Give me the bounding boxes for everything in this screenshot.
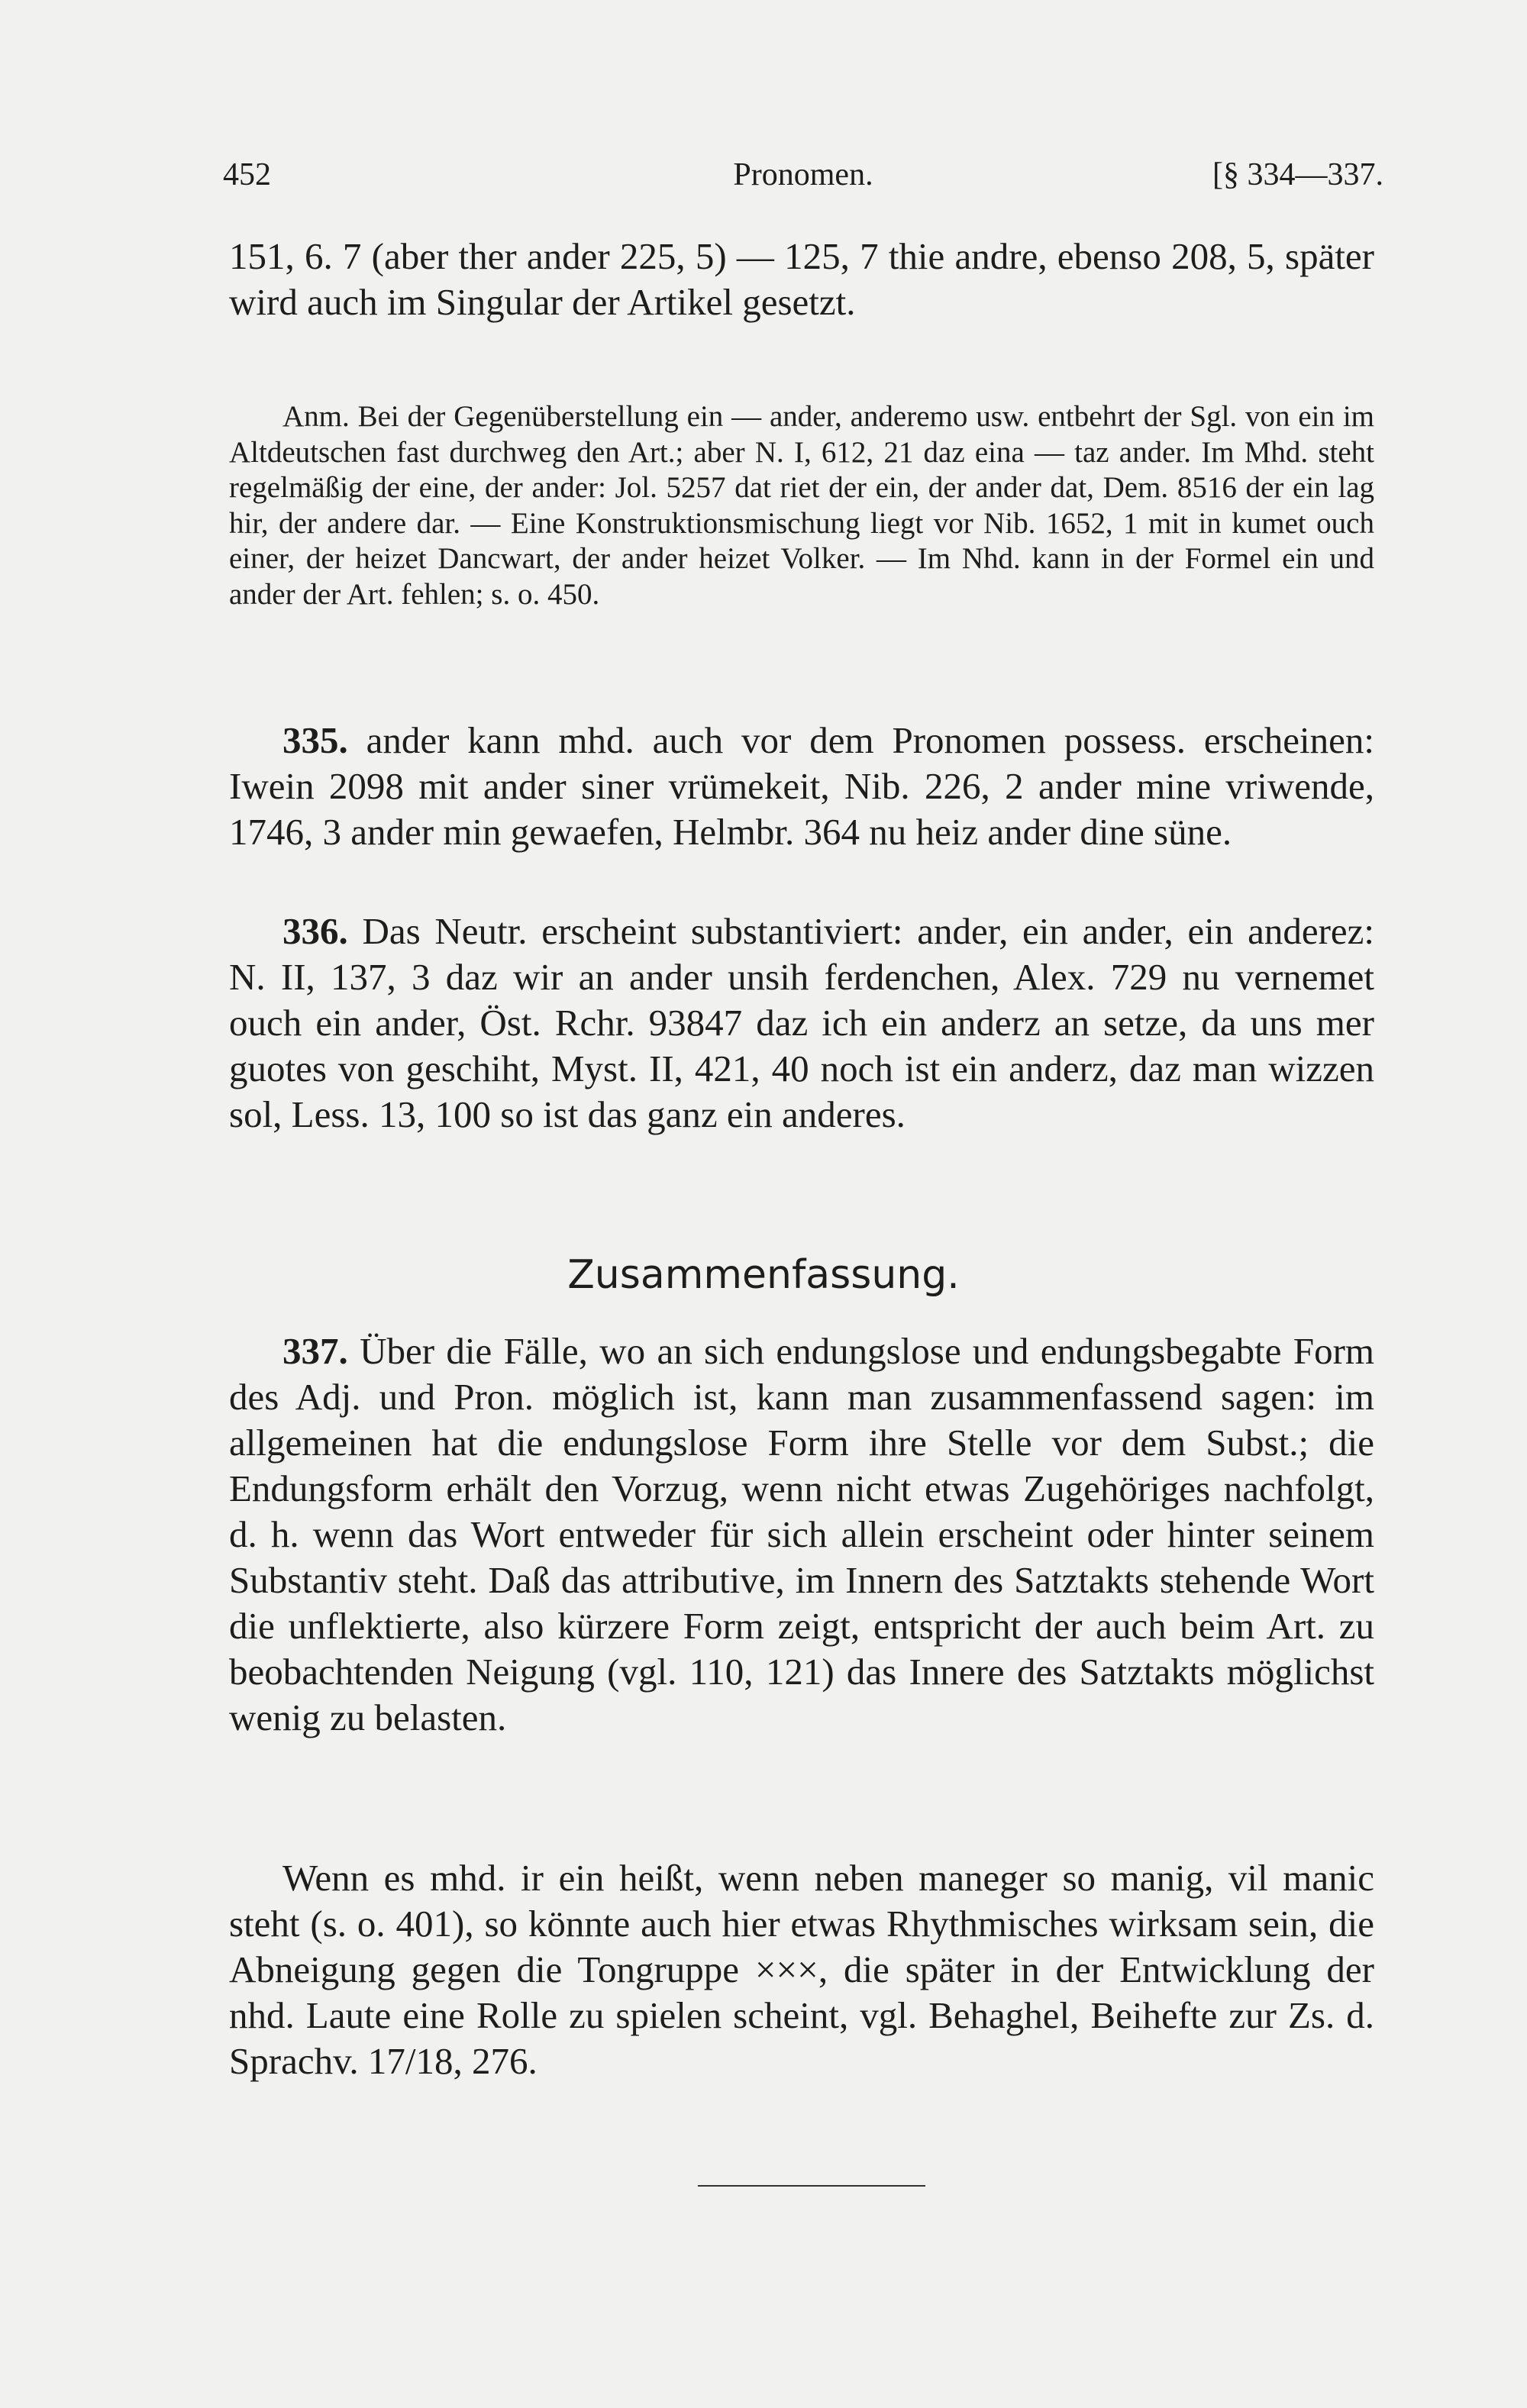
- section-number-335: 335.: [282, 719, 348, 761]
- paragraph-336-text: Das Neutr. erscheint substantiviert: ander, ein ander, ein anderez: N. II, 137, 3 daz wir an ander unsih ferdenchen, Alex. 729 nu vernemet ouch ein ander, Öst. Rchr. 93847 daz ich ein anderz an setze, da uns mer guotes von geschiht, Myst. II, 421, 40 noch ist ein anderz, daz man wizzen sol, Less. 13, 100 so ist das ganz ein anderes.: [229, 910, 1374, 1135]
- paragraph-335-text: ander kann mhd. auch vor dem Pronomen possess. erscheinen: Iwein 2098 mit ander siner vrümekeit, Nib. 226, 2 ander mine vriwende, 1746, 3 ander min gewaefen, Helmbr. 364 nu heiz ander dine süne.: [229, 719, 1374, 853]
- running-title: Pronomen.: [733, 157, 873, 192]
- paragraph-337-text: Über die Fälle, wo an sich endungslose und endungsbegabte Form des Adj. und Pron. möglich ist, kann man zusammenfassend sagen: im allgemeinen hat die endungslose Form ihre Stelle vor dem Subst.; die Endungsform erhält den Vorzug, wenn nicht etwas Zugehöriges nachfolgt, d. h. wenn das Wort entweder für sich allein erscheint oder hinter seinem Substantiv steht. Daß das attributive, im Innern des Satztakts stehende Wort die unflektierte, also kürzere Form zeigt, entspricht der auch beim Art. zu beobachtenden Neigung (vgl. 110, 121) das Innere des Satztakts möglichst wenig zu belasten.: [229, 1330, 1375, 1738]
- page-number: 452: [223, 157, 271, 192]
- section-heading: Zusammenfassung.: [567, 1252, 960, 1298]
- section-number-336: 336.: [282, 910, 348, 952]
- page-header: [223, 157, 1383, 202]
- paragraph-334-continued: 151, 6. 7 (aber ther ander 225, 5) — 125, 7 thie andre, ebenso 208, 5, später wird auch im Singular der Artikel gesetzt.: [229, 235, 1374, 323]
- closing-rule: [698, 2185, 925, 2187]
- paragraph-337-second: Wenn es mhd. ir ein heißt, wenn neben maneger so manig, vil manic steht (s. o. 401), so könnte auch hier etwas Rhythmisches wirksam sein, die Abneigung gegen die Tongruppe ×××, die später in der Entwicklung der nhd. Laute eine Rolle zu spielen scheint, vgl. Behaghel, Beihefte zur Zs. d. Sprachv. 17/18, 276.: [229, 1857, 1374, 2082]
- paragraph-336: [229, 909, 1374, 1138]
- paragraph-335: [229, 718, 1374, 855]
- note-334: Anm. Bei der Gegenüberstellung ein — ander, anderemo usw. entbehrt der Sgl. von ein im Altdeutschen fast durchweg den Art.; aber N. I, 612, 21 daz eina — taz ander. Im Mhd. steht regelmäßig der eine, der ander: Jol. 5257 dat riet der ein, der ander dat, Dem. 8516 der ein lag hir, der andere dar. — Eine Konstruktionsmischung liegt vor Nib. 1652, 1 mit in kumet ouch einer, der heizet Dancwart, der ander heizet Volker. — Im Nhd. kann in der Formel ein und ander der Art. fehlen; s. o. 450.: [229, 400, 1374, 611]
- paragraph-337: [229, 1328, 1374, 1741]
- section-range: [§ 334—337.: [1212, 157, 1383, 192]
- section-number-337: 337.: [282, 1330, 348, 1372]
